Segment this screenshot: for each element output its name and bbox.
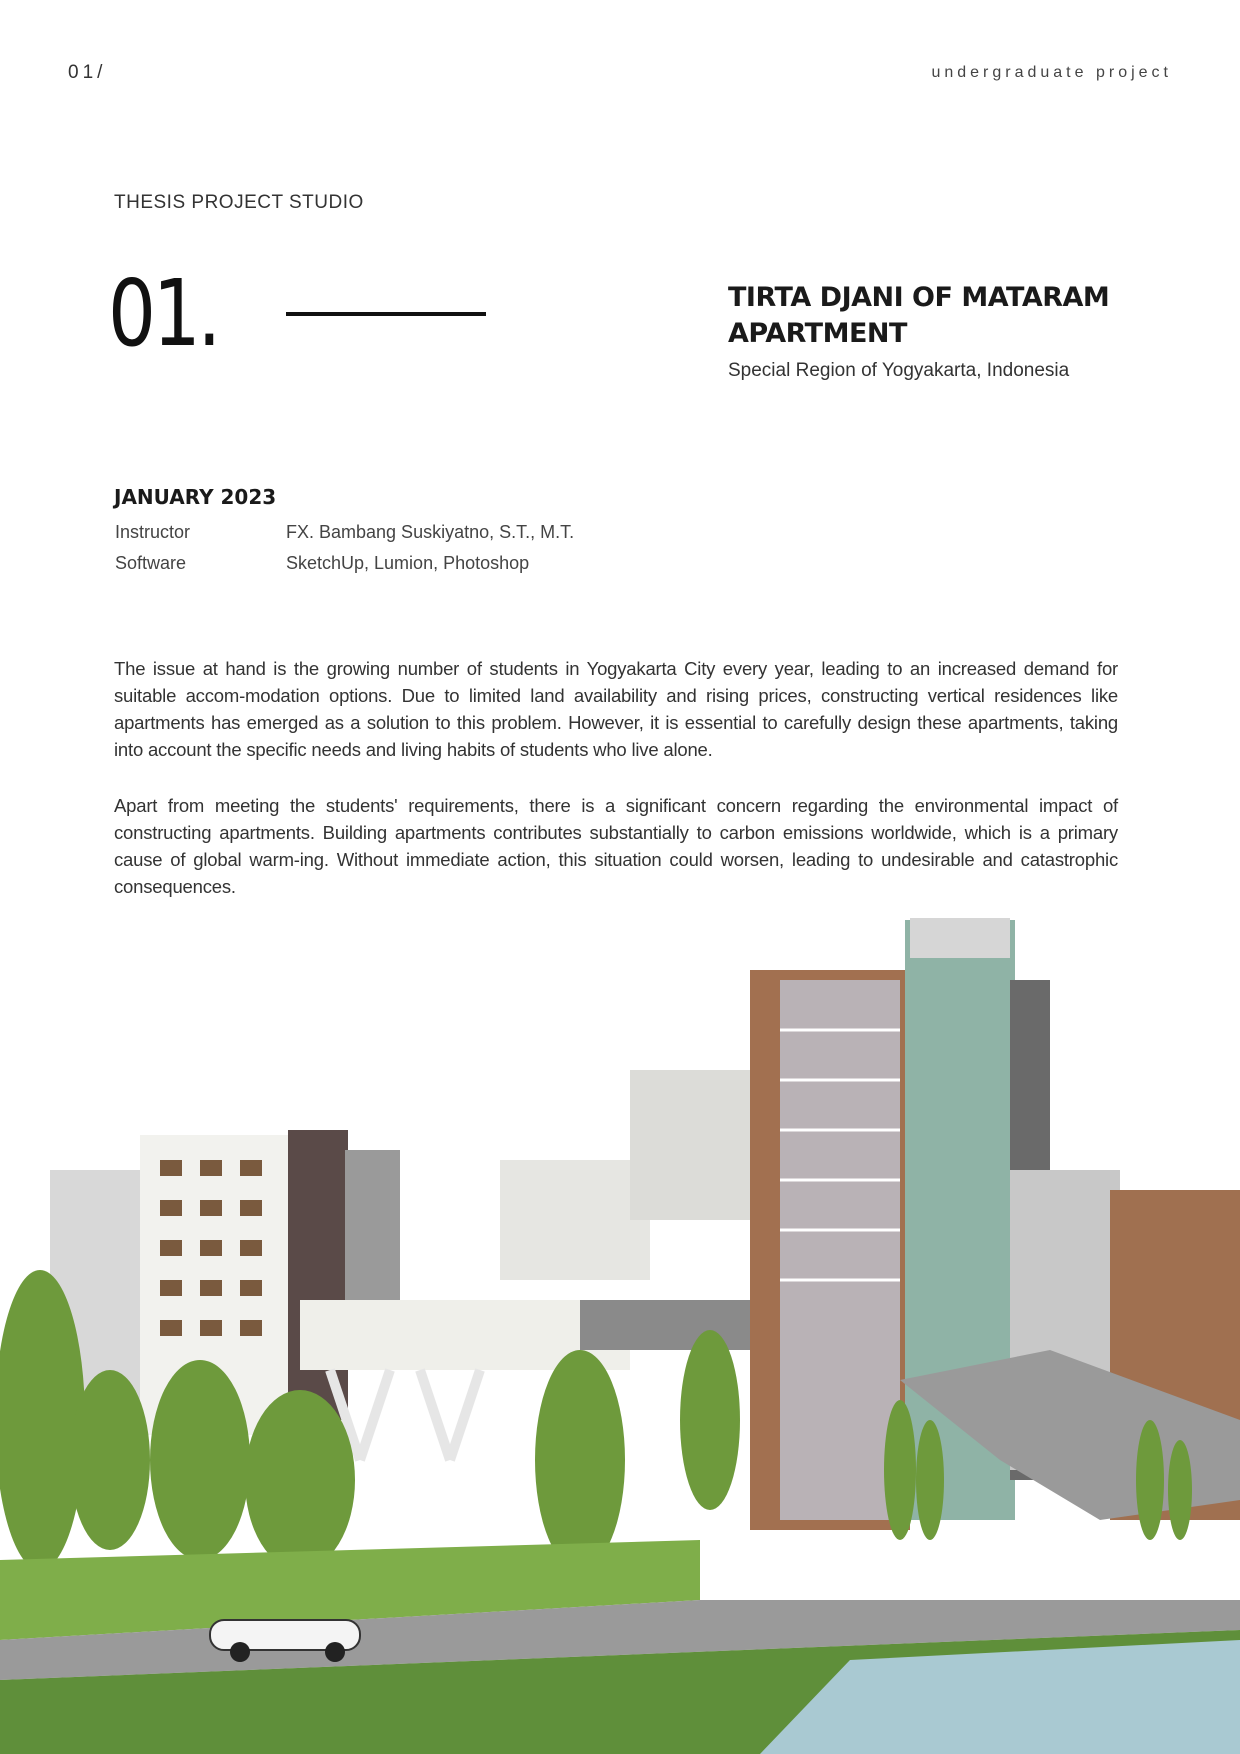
apartment-rendering-image — [0, 900, 1240, 1754]
software-value: SketchUp, Lumion, Photoshop — [286, 553, 530, 573]
section-label: undergraduate project — [931, 64, 1172, 81]
project-title — [728, 280, 1109, 352]
studio-heading: THESIS PROJECT STUDIO — [114, 192, 364, 213]
description-paragraph-2: Apart from meeting the students' requirements, there is a significant concern regarding the environmental impact of constructing apartments. Building apartments contributes substantially to carbon emissions worldwide, which is a primary cause of global warm-ing. Without immediate action, this situation could worsen, leading to undesirable and catastrophic consequences. — [114, 795, 1118, 897]
title-divider — [286, 312, 486, 316]
instructor-label: Instructor — [115, 522, 191, 542]
project-date: JANUARY 2023 — [114, 485, 277, 509]
instructor-value: FX. Bambang Suskiyatno, S.T., M.T. — [286, 522, 575, 542]
description-paragraph-1: The issue at hand is the growing number of students in Yogyakarta City every year, leading to an increased demand for suitable accom-modation options. Due to limited land availability and rising prices, constructing vertical residences like apartments has emerged as a solution to this problem. However, it is essential to carefully design these apartments, taking into account the specific needs and living habits of students who live alone. — [114, 658, 1118, 760]
project-number: 01. — [108, 260, 219, 367]
project-title-line2: APARTMENT — [728, 318, 907, 349]
project-title-line1: TIRTA DJANI OF MATARAM — [728, 282, 1110, 313]
software-label: Software — [115, 553, 187, 573]
project-location: Special Region of Yogyakarta, Indonesia — [728, 360, 1070, 381]
page-number: 01/ — [68, 62, 107, 83]
